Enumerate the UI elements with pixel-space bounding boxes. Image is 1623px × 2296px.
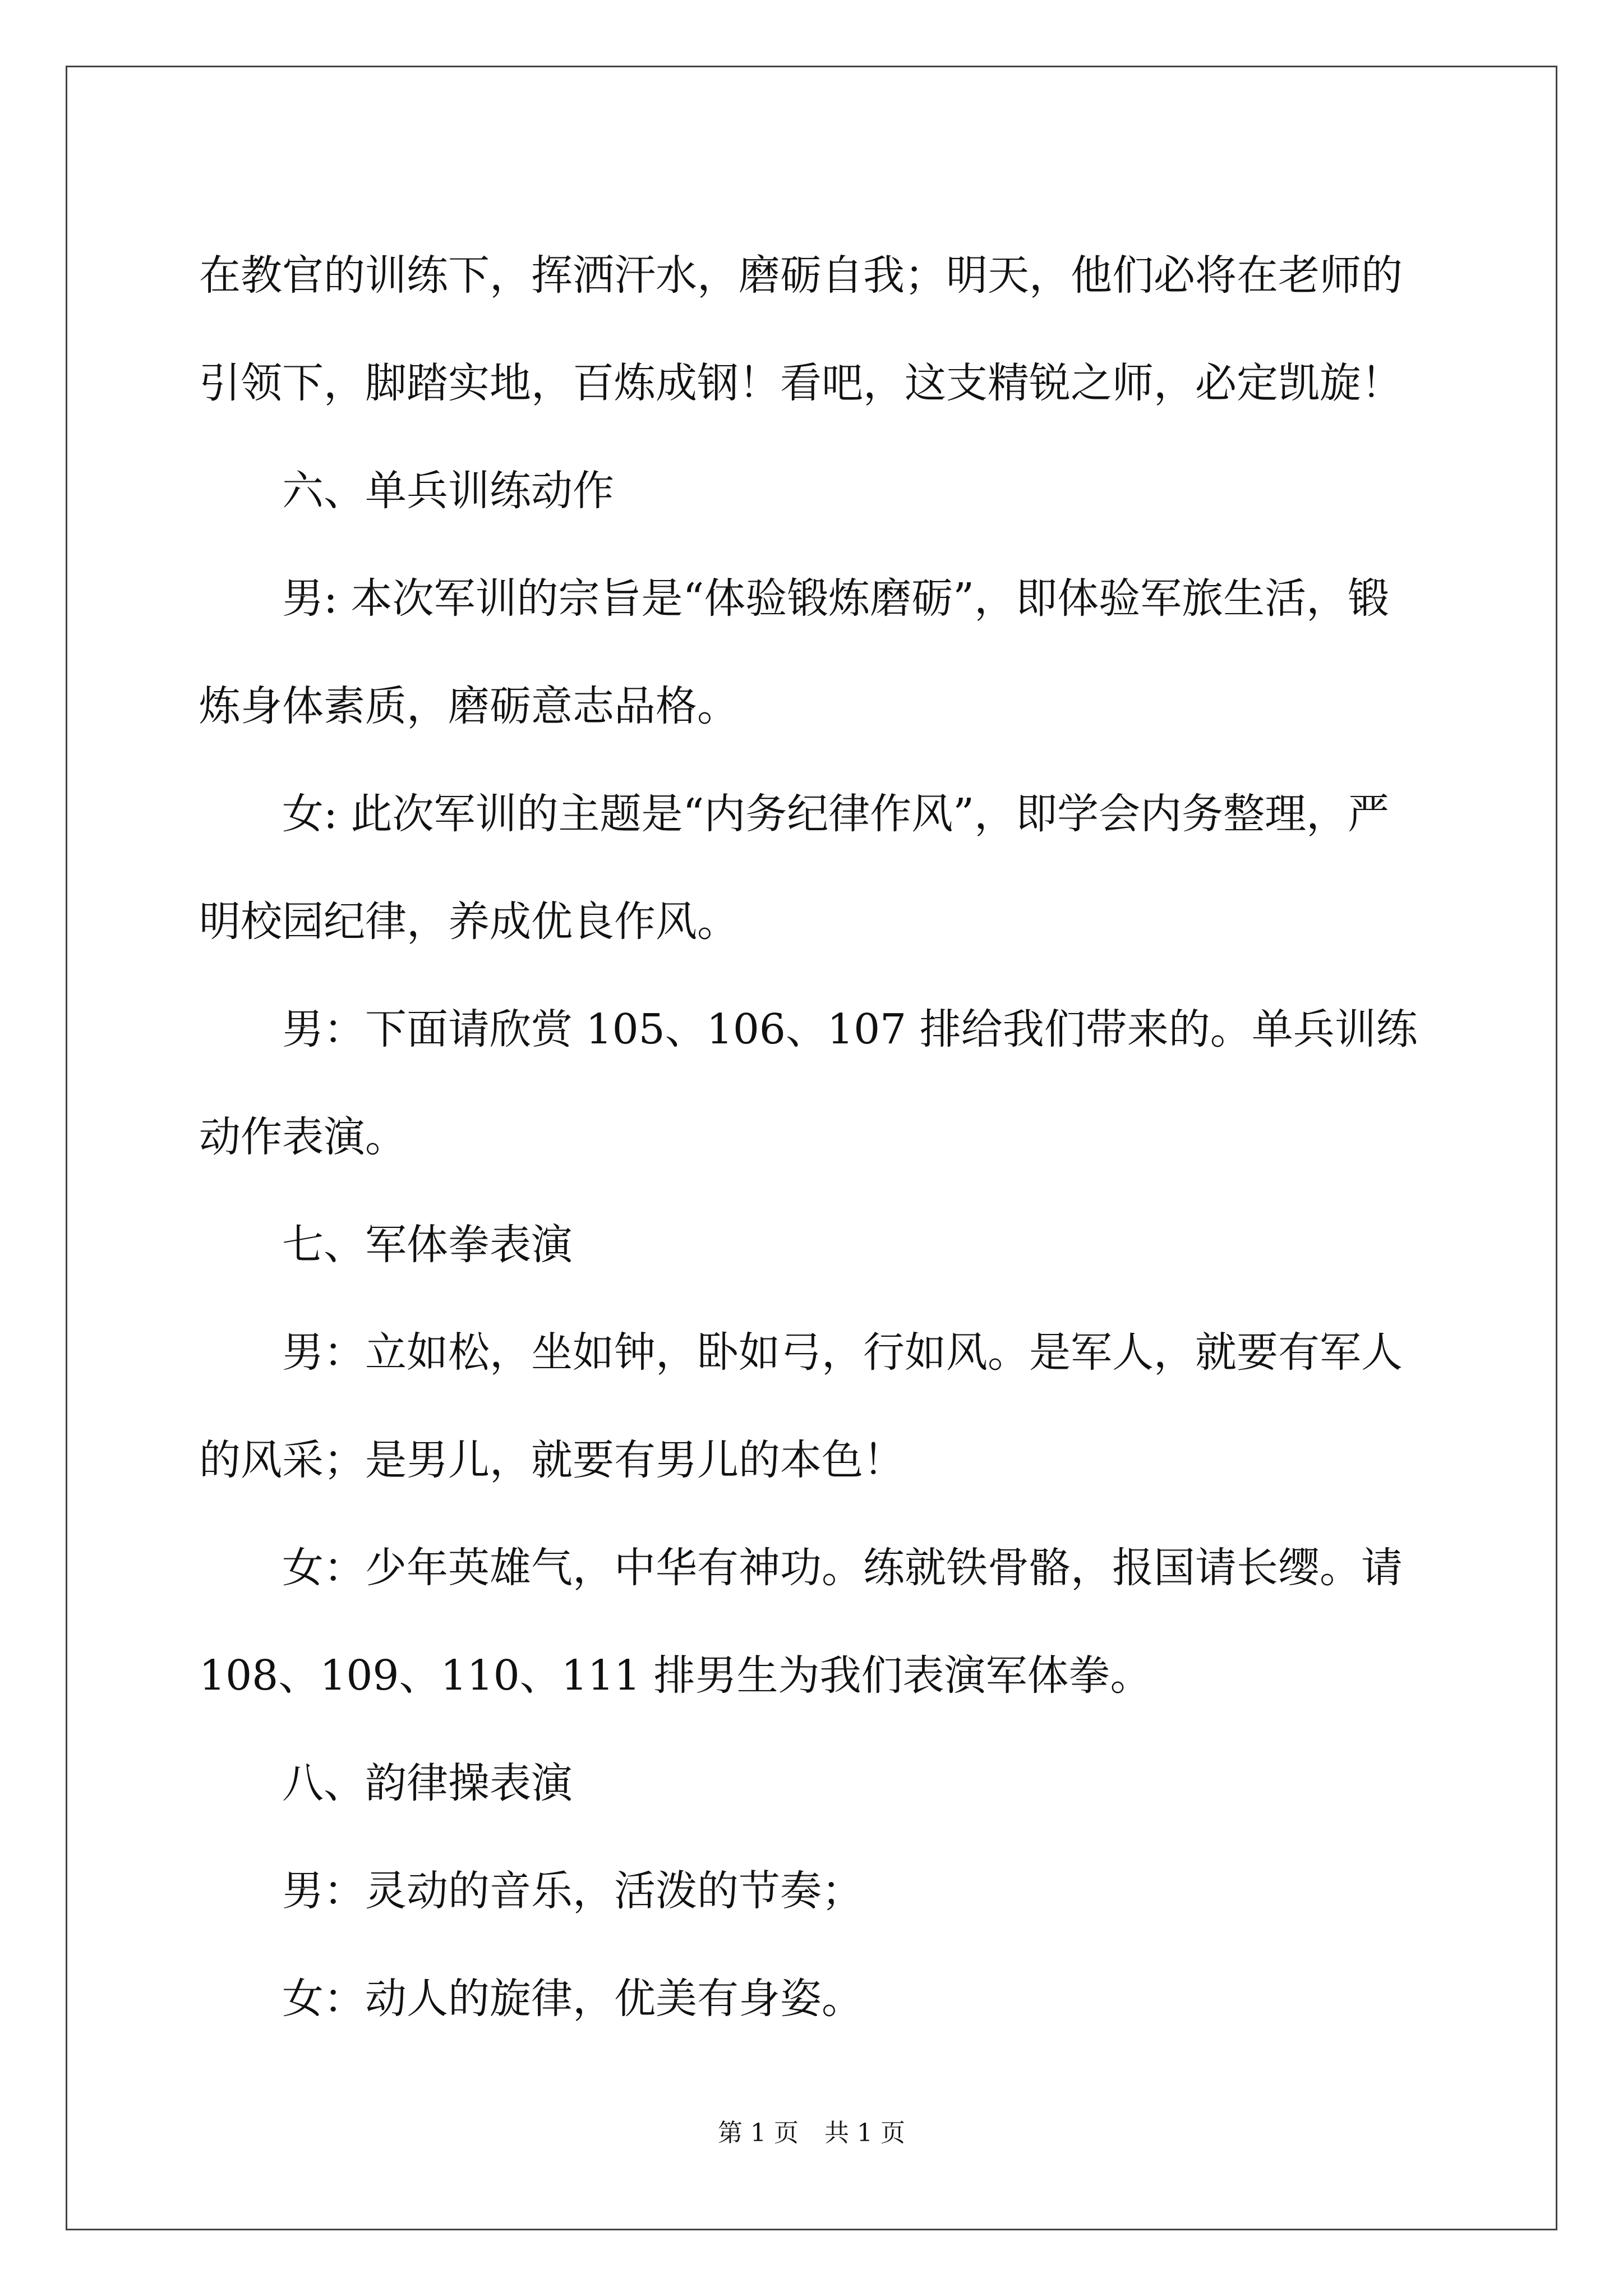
paragraph-3: 男: 本次军训的宗旨是“体验锻炼磨砺”，即体验军旅生活，锻炼身体素质，磨砺意志品格。: [199, 574, 1390, 730]
page-number-total: 共 1 页: [824, 2119, 905, 2147]
paragraph-8: 女：少年英雄气，中华有神功。练就铁骨骼，报国请长缨。请 108、109、110、111 排男生为我们表演军体拳。: [199, 1544, 1403, 1700]
section-heading-6: 六、单兵训练动作: [282, 467, 614, 515]
paragraph-11: 女：动人的旋律，优美有身姿。: [282, 1975, 863, 2023]
paragraph-5: 男：下面请欣赏 105、106、107 排给我们带来的。单兵训练动作表演。: [199, 1005, 1418, 1161]
document-body: [199, 222, 1430, 2053]
paragraph-1: 在教官的训练下，挥洒汗水，磨砺自我；明天，他们必将在老师的引领下，脚踏实地，百炼成钢！看吧，这支精锐之师，必定凯旋！: [199, 251, 1403, 407]
section-heading-8: 八、韵律操表演: [282, 1759, 573, 1807]
paragraph-7: 男：立如松，坐如钟，卧如弓，行如风。是军人，就要有军人的风采；是男儿，就要有男儿的本色！: [199, 1328, 1403, 1484]
page-number-current: 第 1 页: [718, 2119, 799, 2147]
paragraph-10: 男：灵动的音乐，活泼的节奏；: [282, 1867, 863, 1915]
paragraph-4: 女: 此次军训的主题是“内务纪律作风”，即学会内务整理，严明校园纪律，养成优良作风。: [199, 790, 1390, 946]
section-heading-7: 七、军体拳表演: [282, 1221, 573, 1269]
page-footer: [0, 2116, 1623, 2150]
